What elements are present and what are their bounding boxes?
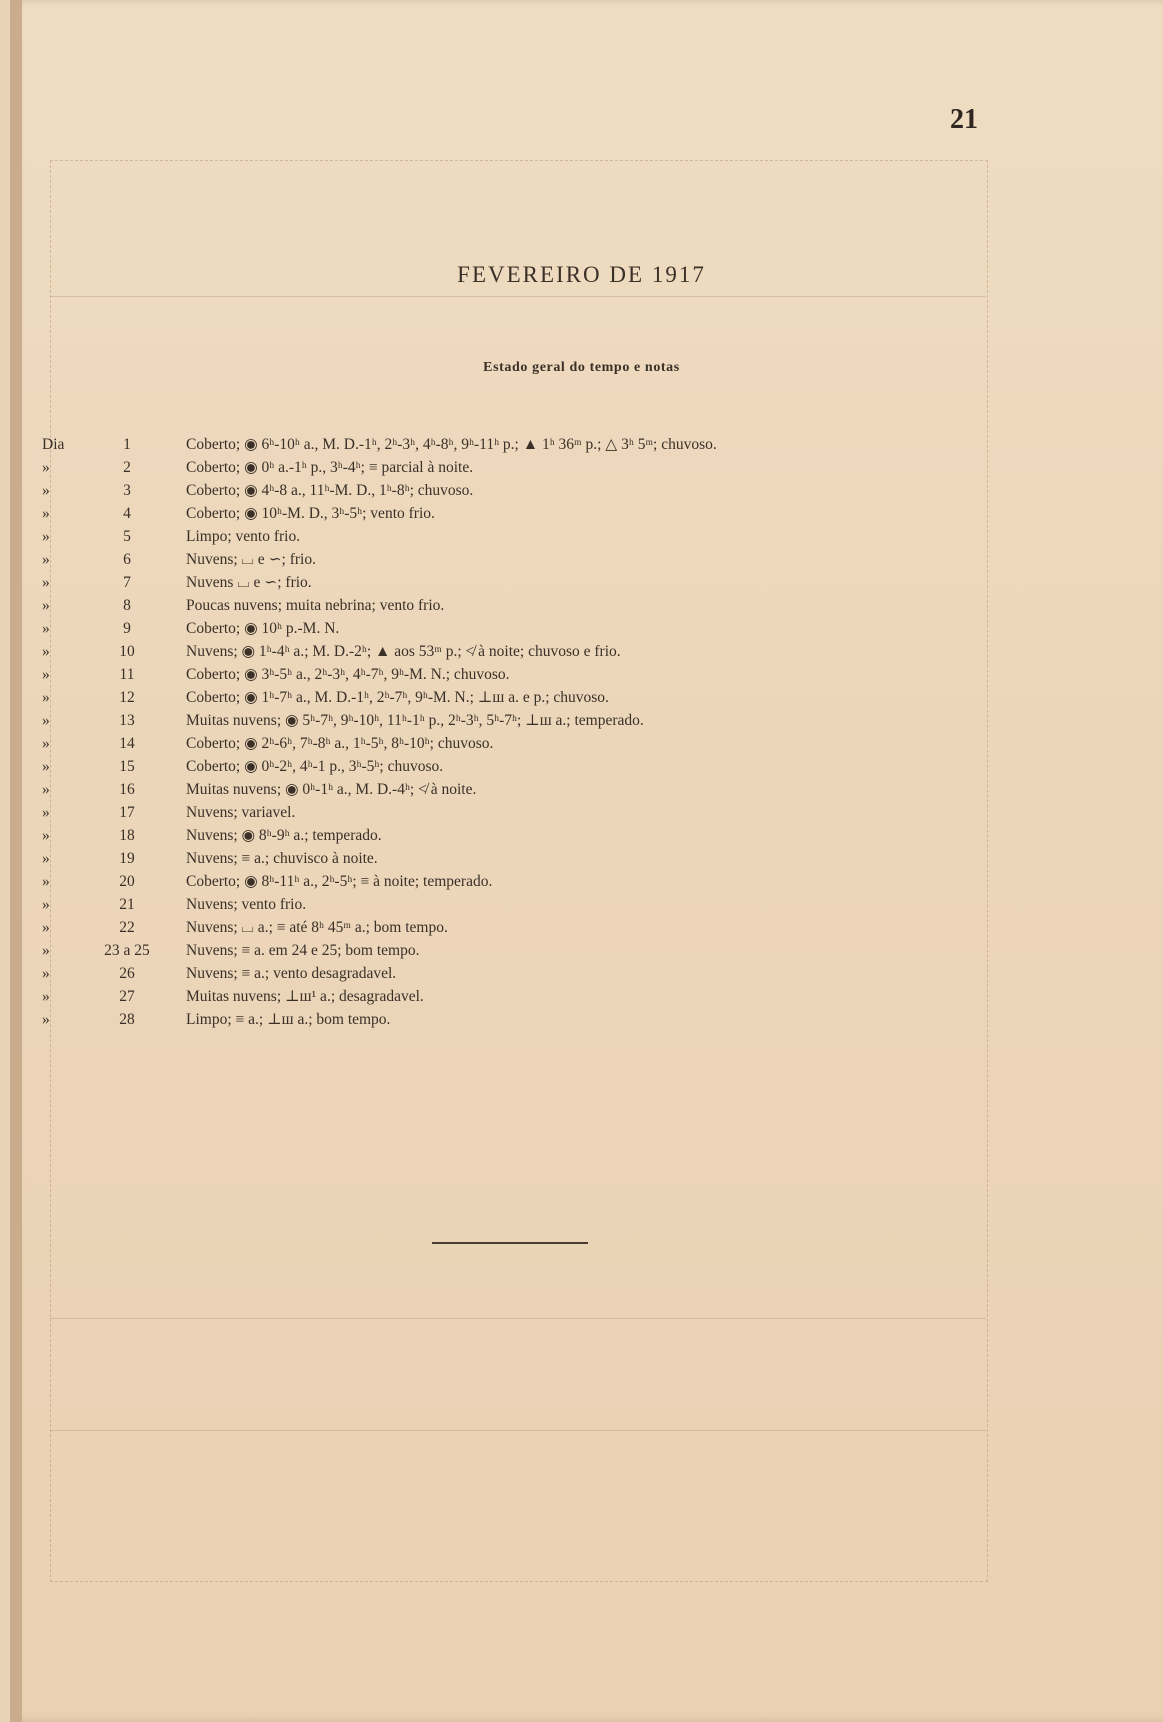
day-number: 15 — [119, 758, 135, 775]
weather-note: Nuvens ⌴ e ∽; frio. — [186, 574, 312, 591]
weather-note: Coberto; ◉ 8ʰ-11ʰ a., 2ʰ-5ʰ; ≡ à noite; temperado. — [186, 873, 493, 890]
weather-note: Nuvens; ≡ a.; vento desagradavel. — [186, 965, 397, 982]
day-number: 21 — [119, 896, 135, 913]
list-item — [0, 1009, 1163, 1031]
list-item — [0, 848, 1163, 870]
day-number: 5 — [123, 528, 131, 545]
row-prefix: » — [42, 804, 50, 821]
day-number: 27 — [119, 988, 135, 1005]
day-number: 13 — [119, 712, 135, 729]
list-item — [0, 825, 1163, 847]
list-item — [0, 963, 1163, 985]
weather-note: Poucas nuvens; muita nebrina; vento frio. — [186, 597, 445, 614]
weather-note: Coberto; ◉ 4ʰ-8 a., 11ʰ-M. D., 1ʰ-8ʰ; chuvoso. — [186, 482, 474, 499]
row-prefix: » — [42, 574, 50, 591]
day-number: 3 — [123, 482, 131, 499]
day-number: 10 — [119, 643, 135, 660]
day-number: 19 — [119, 850, 135, 867]
day-number: 1 — [123, 436, 131, 453]
row-prefix: » — [42, 643, 50, 660]
weather-note: Nuvens; ⌴ e ∽; frio. — [186, 551, 316, 568]
day-number: 7 — [123, 574, 131, 591]
row-prefix: » — [42, 781, 50, 798]
weather-note: Coberto; ◉ 10ʰ p.-M. N. — [186, 620, 340, 637]
list-item — [0, 894, 1163, 916]
list-item — [0, 779, 1163, 801]
list-item — [0, 917, 1163, 939]
list-item — [0, 572, 1163, 594]
row-prefix: » — [42, 597, 50, 614]
weather-note: Nuvens; ◉ 8ʰ-9ʰ a.; temperado. — [186, 827, 382, 844]
row-prefix: » — [42, 528, 50, 545]
row-prefix: » — [42, 551, 50, 568]
list-item — [0, 641, 1163, 663]
bleed-through-line — [50, 296, 986, 297]
weather-note: Limpo; ≡ a.; ⊥ш a.; bom tempo. — [186, 1011, 391, 1028]
day-number: 16 — [119, 781, 135, 798]
list-item — [0, 595, 1163, 617]
weather-note: Coberto; ◉ 2ʰ-6ʰ, 7ʰ-8ʰ a., 1ʰ-5ʰ, 8ʰ-10ʰ; chuvoso. — [186, 735, 494, 752]
list-item — [0, 434, 1163, 456]
day-number: 22 — [119, 919, 135, 936]
row-prefix: » — [42, 850, 50, 867]
list-item — [0, 687, 1163, 709]
list-item — [0, 457, 1163, 479]
day-number: 2 — [123, 459, 131, 476]
weather-note: Limpo; vento frio. — [186, 528, 301, 545]
list-item — [0, 733, 1163, 755]
weather-note: Nuvens; ≡ a.; chuvisco à noite. — [186, 850, 378, 867]
row-prefix: » — [42, 482, 50, 499]
bleed-through-line — [50, 1318, 986, 1319]
list-item — [0, 940, 1163, 962]
weather-note: Coberto; ◉ 0ʰ-2ʰ, 4ʰ-1 p., 3ʰ-5ʰ; chuvoso. — [186, 758, 444, 775]
row-prefix: » — [42, 459, 50, 476]
row-prefix: » — [42, 1011, 50, 1028]
list-item — [0, 480, 1163, 502]
row-prefix: » — [42, 689, 50, 706]
row-prefix: » — [42, 827, 50, 844]
list-item — [0, 871, 1163, 893]
weather-note: Nuvens; vento frio. — [186, 896, 307, 913]
section-subtitle: Estado geral do tempo e notas — [483, 360, 680, 375]
list-item — [0, 549, 1163, 571]
weather-note: Nuvens; variavel. — [186, 804, 296, 821]
weather-note: Nuvens; ⌴ a.; ≡ até 8ʰ 45ᵐ a.; bom tempo. — [186, 919, 448, 936]
day-number: 4 — [123, 505, 131, 522]
row-prefix: » — [42, 620, 50, 637]
day-number: 26 — [119, 965, 135, 982]
day-number: 12 — [119, 689, 135, 706]
list-item — [0, 710, 1163, 732]
list-item — [0, 664, 1163, 686]
bleed-through-line — [50, 1430, 986, 1431]
list-item — [0, 526, 1163, 548]
weather-note: Coberto; ◉ 10ʰ-M. D., 3ʰ-5ʰ; vento frio. — [186, 505, 435, 522]
page-title: FEVEREIRO DE 1917 — [457, 262, 706, 287]
day-number: 17 — [119, 804, 135, 821]
row-prefix: » — [42, 919, 50, 936]
weather-note: Muitas nuvens; ⊥ш¹ a.; desagradavel. — [186, 988, 424, 1005]
list-item — [0, 756, 1163, 778]
weather-note: Coberto; ◉ 1ʰ-7ʰ a., M. D.-1ʰ, 2ʰ-7ʰ, 9ʰ-M. N.; ⊥ш a. e p.; chuvoso. — [186, 689, 609, 706]
weather-note: Coberto; ◉ 0ʰ a.-1ʰ p., 3ʰ-4ʰ; ≡ parcial à noite. — [186, 459, 474, 476]
day-number: 18 — [119, 827, 135, 844]
day-number: 23 a 25 — [104, 942, 150, 959]
day-number: 9 — [123, 620, 131, 637]
day-number: 14 — [119, 735, 135, 752]
row-prefix: » — [42, 965, 50, 982]
row-prefix: » — [42, 712, 50, 729]
row-prefix: » — [42, 988, 50, 1005]
day-number: 11 — [119, 666, 135, 683]
closing-rule — [432, 1242, 588, 1244]
list-item — [0, 503, 1163, 525]
row-prefix: » — [42, 758, 50, 775]
page-number: 21 — [950, 104, 978, 135]
row-prefix: » — [42, 666, 50, 683]
weather-note: Coberto; ◉ 6ʰ-10ʰ a., M. D.-1ʰ, 2ʰ-3ʰ, 4ʰ-8ʰ, 9ʰ-11ʰ p.; ▲ 1ʰ 36ᵐ p.; △ 3ʰ 5ᵐ; chuvoso. — [186, 436, 717, 453]
weather-note: Muitas nuvens; ◉ 0ʰ-1ʰ a., M. D.-4ʰ; ≮ à noite. — [186, 781, 477, 798]
day-number: 8 — [123, 597, 131, 614]
weather-note: Coberto; ◉ 3ʰ-5ʰ a., 2ʰ-3ʰ, 4ʰ-7ʰ, 9ʰ-M. N.; chuvoso. — [186, 666, 510, 683]
list-item — [0, 618, 1163, 640]
list-item — [0, 802, 1163, 824]
day-number: 20 — [119, 873, 135, 890]
weather-note: Muitas nuvens; ◉ 5ʰ-7ʰ, 9ʰ-10ʰ, 11ʰ-1ʰ p., 2ʰ-3ʰ, 5ʰ-7ʰ; ⊥ш a.; temperado. — [186, 712, 644, 729]
weather-note: Nuvens; ◉ 1ʰ-4ʰ a.; M. D.-2ʰ; ▲ aos 53ᵐ p.; ≮ à noite; chuvoso e frio. — [186, 643, 621, 660]
row-prefix: Dia — [42, 436, 65, 453]
day-number: 28 — [119, 1011, 135, 1028]
row-prefix: » — [42, 505, 50, 522]
list-item — [0, 986, 1163, 1008]
row-prefix: » — [42, 896, 50, 913]
row-prefix: » — [42, 873, 50, 890]
day-number: 6 — [123, 551, 131, 568]
row-prefix: » — [42, 942, 50, 959]
weather-note: Nuvens; ≡ a. em 24 e 25; bom tempo. — [186, 942, 420, 959]
row-prefix: » — [42, 735, 50, 752]
